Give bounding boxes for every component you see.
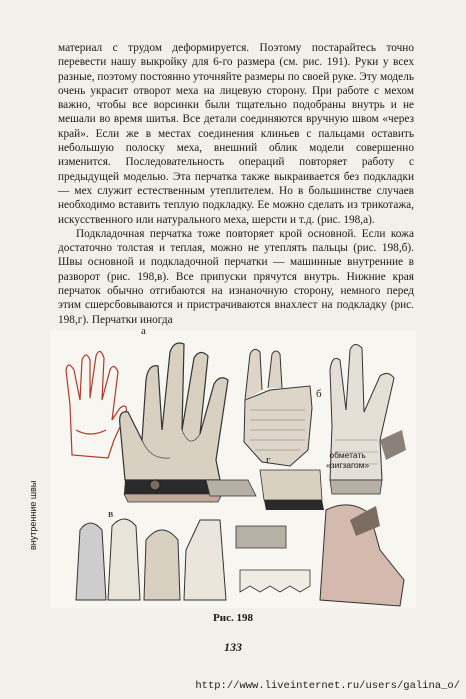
figure-label-a: а xyxy=(141,325,146,337)
zigzag-label-line2: «зигзагом» xyxy=(326,460,370,470)
lining-glove-drawing xyxy=(244,349,312,466)
figure-label-b: б xyxy=(316,388,322,400)
main-glove-drawing xyxy=(120,343,228,502)
body-text xyxy=(58,41,414,327)
figure-label-v: в xyxy=(108,508,114,520)
figure-caption: Рис. 198 xyxy=(213,612,253,624)
paragraph: материал с трудом деформируется. Поэтому постарайтесь точно перевести нашу выкройку для 6-го размера (см. рис. 191). Руки у всех разные, поэтому постоянно уточняйте размеры по своей руке. Эту модель очень украсит отворот меха на лицевую сторону. При работе с мехом важно, чтобы все ворсинки были тщательно подобраны внутрь и не мешали во время шитья. Все детали соединяются вручную швом «через край». Если же в местах соединения клиньев с пальцами оставить небольшую полоску меха, внешний облик модели совершенно изменится. Последовательность операций повторяет работу с предыдущей моделью. Эта перчатка также выкраивается без подкладки — мех служит естественным утеплителем. Но в большинстве случаев необходимо вставить теплую подкладку. Ее можно сделать из трикотажа, искусственного или натурального меха, шерсти и т.д. (рис. 198,а). xyxy=(58,42,414,226)
paragraph: Подкладочная перчатка тоже повторяет крой основной. Если кожа достаточно толстая и теплая, можно не утеплять пальцы (рис. 198,б). Швы основной и подкладочной перчатки — машинные внутренние в разворот (рис. 198,в). Все припуски прячутся внутрь. Нижние края перчаток обычно отгибаются на изнаночную сторону, немного перед этим сшерсбовываются и пристрачиваются внахлест на подкладку (рис. 198,г). Перчатки иногда xyxy=(58,227,414,326)
figure-198 xyxy=(28,325,416,608)
knit-lining-drawing xyxy=(330,344,406,494)
seam-detail-drawings xyxy=(76,505,404,606)
figure-label-g: г xyxy=(266,454,271,466)
edge-detail-drawing xyxy=(206,470,324,510)
zigzag-label-line1: обметать xyxy=(329,450,366,460)
glove-outline-drawing xyxy=(66,351,126,458)
figure-side-label: внутренние швы xyxy=(28,480,38,550)
figure-zigzag-label xyxy=(326,450,369,470)
source-url: http://www.liveinternet.ru/users/galina_o/ xyxy=(195,680,460,692)
page-number: 133 xyxy=(224,640,242,654)
